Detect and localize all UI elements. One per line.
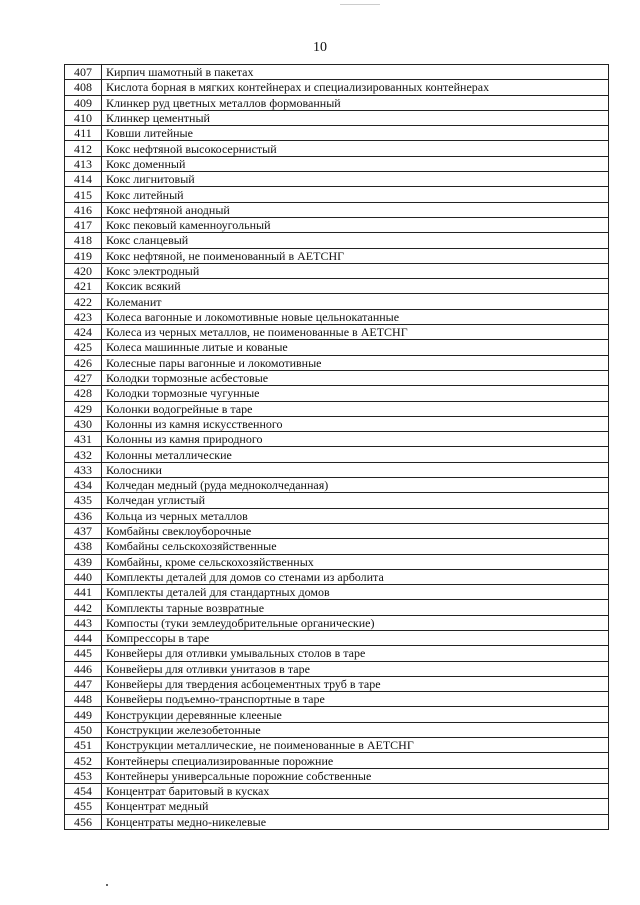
- row-number: 456: [65, 814, 102, 829]
- scan-mark: [340, 4, 380, 5]
- row-name: Колосники: [102, 462, 609, 477]
- row-number: 421: [65, 279, 102, 294]
- row-name: Кокс электродный: [102, 263, 609, 278]
- row-number: 412: [65, 141, 102, 156]
- row-number: 413: [65, 156, 102, 171]
- table-row: [65, 325, 609, 340]
- table-row: [65, 722, 609, 737]
- row-name: Колчедан медный (руда медноколчеданная): [102, 478, 609, 493]
- row-name: Колодки тормозные асбестовые: [102, 370, 609, 385]
- row-name: Кирпич шамотный в пакетах: [102, 65, 609, 80]
- row-number: 432: [65, 447, 102, 462]
- row-name: Колонны из камня искусственного: [102, 416, 609, 431]
- table-row: [65, 783, 609, 798]
- table-row: [65, 202, 609, 217]
- row-number: 448: [65, 692, 102, 707]
- row-name: Конвейеры для отливки унитазов в таре: [102, 661, 609, 676]
- row-name: Комбайны, кроме сельскохозяйственных: [102, 554, 609, 569]
- table-row: [65, 569, 609, 584]
- row-name: Кокс доменный: [102, 156, 609, 171]
- table-row: [65, 248, 609, 263]
- row-number: 407: [65, 65, 102, 80]
- row-number: 417: [65, 217, 102, 232]
- table-row: [65, 554, 609, 569]
- row-number: 443: [65, 615, 102, 630]
- table-row: [65, 630, 609, 645]
- row-name: Колеса машинные литые и кованые: [102, 340, 609, 355]
- row-name: Концентраты медно-никелевые: [102, 814, 609, 829]
- row-name: Колонны из камня природного: [102, 432, 609, 447]
- table-row: [65, 447, 609, 462]
- table-row: [65, 156, 609, 171]
- table-row: [65, 508, 609, 523]
- row-number: 450: [65, 722, 102, 737]
- row-number: 429: [65, 401, 102, 416]
- table-row: [65, 814, 609, 829]
- table-row: [65, 676, 609, 691]
- row-name: Колесные пары вагонные и локомотивные: [102, 355, 609, 370]
- table-row: [65, 294, 609, 309]
- table-row: [65, 462, 609, 477]
- table-row: [65, 707, 609, 722]
- row-number: 408: [65, 80, 102, 95]
- table-row: [65, 799, 609, 814]
- row-name: Колеса вагонные и локомотивные новые цельнокатанные: [102, 309, 609, 324]
- row-number: 446: [65, 661, 102, 676]
- row-name: Колодки тормозные чугунные: [102, 386, 609, 401]
- table-row: [65, 217, 609, 232]
- row-name: Кокс сланцевый: [102, 233, 609, 248]
- row-number: 426: [65, 355, 102, 370]
- row-name: Конструкции металлические, не поименованные в АЕТСНГ: [102, 738, 609, 753]
- table-row: [65, 172, 609, 187]
- row-number: 422: [65, 294, 102, 309]
- table-row: [65, 95, 609, 110]
- row-number: 419: [65, 248, 102, 263]
- table-row: [65, 386, 609, 401]
- table-row: [65, 401, 609, 416]
- scan-dot: [106, 884, 108, 886]
- row-name: Клинкер цементный: [102, 110, 609, 125]
- row-name: Колонны металлические: [102, 447, 609, 462]
- row-number: 433: [65, 462, 102, 477]
- row-number: 414: [65, 172, 102, 187]
- row-name: Кокс нефтяной, не поименованный в АЕТСНГ: [102, 248, 609, 263]
- row-name: Конструкции железобетонные: [102, 722, 609, 737]
- row-name: Компрессоры в таре: [102, 630, 609, 645]
- row-number: 434: [65, 478, 102, 493]
- row-number: 440: [65, 569, 102, 584]
- row-number: 445: [65, 646, 102, 661]
- row-name: Контейнеры специализированные порожние: [102, 753, 609, 768]
- table-row: [65, 478, 609, 493]
- row-name: Кокс нефтяной анодный: [102, 202, 609, 217]
- row-number: 441: [65, 585, 102, 600]
- table-row: [65, 141, 609, 156]
- row-name: Колчедан углистый: [102, 493, 609, 508]
- row-name: Клинкер руд цветных металлов формованный: [102, 95, 609, 110]
- row-number: 455: [65, 799, 102, 814]
- row-name: Коксик всякий: [102, 279, 609, 294]
- row-name: Компосты (туки землеудобрительные органические): [102, 615, 609, 630]
- row-name: Конструкции деревянные клееные: [102, 707, 609, 722]
- row-number: 409: [65, 95, 102, 110]
- row-name: Кокс пековый каменноугольный: [102, 217, 609, 232]
- row-number: 442: [65, 600, 102, 615]
- row-name: Контейнеры универсальные порожние собственные: [102, 768, 609, 783]
- row-number: 451: [65, 738, 102, 753]
- cargo-table: [64, 64, 609, 830]
- row-name: Комплекты тарные возвратные: [102, 600, 609, 615]
- table-row: [65, 493, 609, 508]
- row-number: 452: [65, 753, 102, 768]
- row-number: 437: [65, 523, 102, 538]
- row-name: Колеманит: [102, 294, 609, 309]
- row-name: Комплекты деталей для домов со стенами из арболита: [102, 569, 609, 584]
- table-row: [65, 263, 609, 278]
- table-row: [65, 585, 609, 600]
- row-name: Ковши литейные: [102, 126, 609, 141]
- row-name: Колеса из черных металлов, не поименованные в АЕТСНГ: [102, 325, 609, 340]
- row-number: 431: [65, 432, 102, 447]
- row-number: 444: [65, 630, 102, 645]
- table-row: [65, 340, 609, 355]
- row-number: 410: [65, 110, 102, 125]
- row-name: Конвейеры для твердения асбоцементных труб в таре: [102, 676, 609, 691]
- table-row: [65, 753, 609, 768]
- row-number: 416: [65, 202, 102, 217]
- table-row: [65, 539, 609, 554]
- row-name: Комбайны сельскохозяйственные: [102, 539, 609, 554]
- row-number: 428: [65, 386, 102, 401]
- row-number: 439: [65, 554, 102, 569]
- table-row: [65, 355, 609, 370]
- row-number: 423: [65, 309, 102, 324]
- table-body: [65, 65, 609, 830]
- row-number: 418: [65, 233, 102, 248]
- table-row: [65, 738, 609, 753]
- table-row: [65, 600, 609, 615]
- table-row: [65, 416, 609, 431]
- row-number: 447: [65, 676, 102, 691]
- table-row: [65, 110, 609, 125]
- row-name: Колонки водогрейные в таре: [102, 401, 609, 416]
- table-row: [65, 65, 609, 80]
- table-row: [65, 768, 609, 783]
- table-row: [65, 523, 609, 538]
- table-row: [65, 309, 609, 324]
- row-number: 430: [65, 416, 102, 431]
- row-number: 454: [65, 783, 102, 798]
- row-number: 436: [65, 508, 102, 523]
- row-number: 425: [65, 340, 102, 355]
- row-name: Кокс лигнитовый: [102, 172, 609, 187]
- table-row: [65, 432, 609, 447]
- row-name: Конвейеры для отливки умывальных столов в таре: [102, 646, 609, 661]
- table-row: [65, 370, 609, 385]
- row-name: Кокс нефтяной высокосернистый: [102, 141, 609, 156]
- row-number: 411: [65, 126, 102, 141]
- row-name: Концентрат баритовый в кусках: [102, 783, 609, 798]
- table-row: [65, 80, 609, 95]
- row-number: 420: [65, 263, 102, 278]
- row-number: 453: [65, 768, 102, 783]
- row-name: Конвейеры подъемно-транспортные в таре: [102, 692, 609, 707]
- row-number: 435: [65, 493, 102, 508]
- row-number: 424: [65, 325, 102, 340]
- row-number: 427: [65, 370, 102, 385]
- table-row: [65, 279, 609, 294]
- row-name: Комбайны свеклоуборочные: [102, 523, 609, 538]
- row-number: 415: [65, 187, 102, 202]
- row-name: Кокс литейный: [102, 187, 609, 202]
- page-number: 10: [313, 40, 327, 55]
- row-name: Комплекты деталей для стандартных домов: [102, 585, 609, 600]
- table-row: [65, 126, 609, 141]
- table-row: [65, 692, 609, 707]
- table-row: [65, 615, 609, 630]
- row-number: 449: [65, 707, 102, 722]
- table-row: [65, 661, 609, 676]
- table-row: [65, 187, 609, 202]
- row-name: Концентрат медный: [102, 799, 609, 814]
- row-name: Кислота борная в мягких контейнерах и специализированных контейнерах: [102, 80, 609, 95]
- table-row: [65, 646, 609, 661]
- table-row: [65, 233, 609, 248]
- row-number: 438: [65, 539, 102, 554]
- row-name: Кольца из черных металлов: [102, 508, 609, 523]
